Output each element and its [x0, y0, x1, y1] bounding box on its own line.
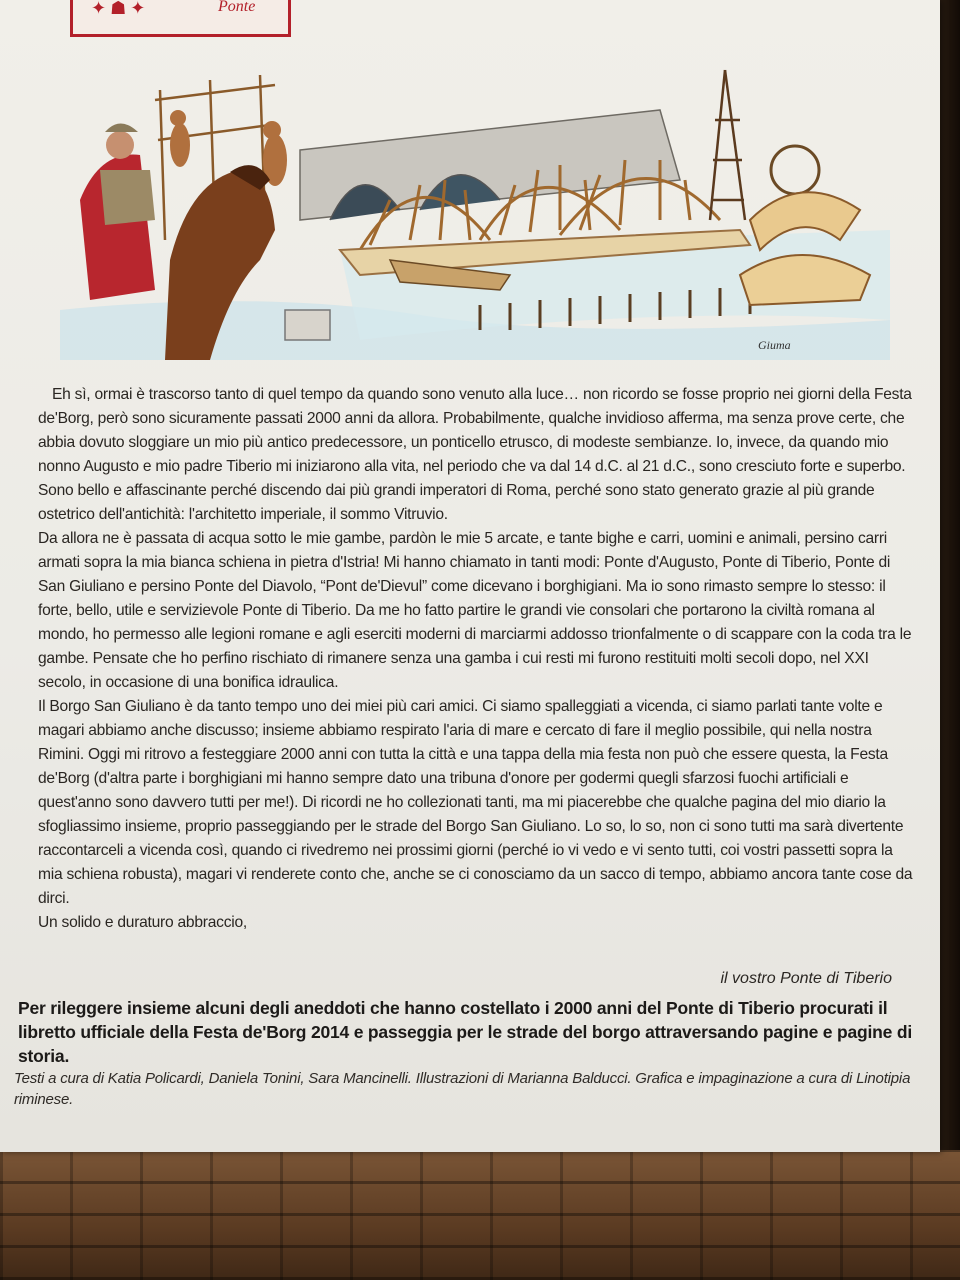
bridge-construction-illustration	[60, 60, 890, 370]
illustrator-signature: Giuma	[758, 338, 791, 352]
crane-tower	[710, 70, 745, 220]
story-paragraph: Eh sì, ormai è trascorso tanto di quel tempo da quando sono venuto alla luce… non ricordo se fosse proprio nei giorni della Festa de'Borg, però sono sicuramente passati 2000 anni da allora. Probabilmente, qualche invidioso afferma, ma senza prove certe, che abbia dovuto sloggiare un mio più antico predecessore, un ponticello etrusco, di modeste sembianze. Io, invece, da quando mio nonno Augusto e mio padre Tiberio mi iniziarono alla vita, nel periodo che va dal 14 d.C. al 21 d.C., sono cresciuto forte e superbo. Sono bello e affascinante perché discendo dai più grandi imperatori di Roma, perché sono stato generato grazie al più grande ostetrico dell'antichità: l'architetto imperiale, il sommo Vitruvio.	[38, 386, 912, 523]
logo-text: Ponte	[218, 0, 256, 15]
logo-stamp	[70, 0, 291, 37]
story-paragraph: Il Borgo San Giuliano è da tanto tempo uno dei miei più cari amici. Ci siamo spalleggiati a vicenda, ci siamo parlati tante volte e magari abbiamo anche discusso; insieme abbiamo respirato l'aria di mare e cercato di fare il meglio possibile, qui nella nostra Rimini. Oggi mi ritrovo a festeggiare 2000 anni con tutta la città e una tappa della mia festa non può che essere questa, la Festa de'Borg (d'altra parte i borghigiani mi hanno sempre dato una tribuna d'onore per godermi quegli sfarzosi fuochi artificiali e quest'anno sono davvero tutti per me!). Di ricordi ne ho collezionati tanti, ma mi piacerebbe che qualche pagina del mio diario la sfogliassimo insieme, proprio passeggiando per le strade del Borgo San Giuliano. Lo so, lo so, non ci sono tutti ma sarà divertente raccontarceli a vicenda così, quando ci rivedremo nei prossimi giorni (perché io vi vedo e vi sento tutti, coi vostri passetti sopra la mia schiena robusta), magari vi renderete conto che, anche se ci conosciamo da un sacco di tempo, abbiamo ancora tante cose da dirci.	[38, 698, 913, 907]
brick-wall	[0, 1150, 960, 1280]
story-closing: Un solido e duraturo abbraccio,	[38, 914, 247, 931]
story-signoff: il vostro Ponte di Tiberio	[720, 970, 892, 987]
credits: Testi a cura di Katia Policardi, Daniela Tonini, Sara Mancinelli. Illustrazioni di Marianna Balducci. Grafica e impaginazione a cura di Linotipia riminese.	[14, 1070, 911, 1108]
booklet-note: Per rileggere insieme alcuni degli aneddoti che hanno costellato i 2000 anni del Ponte di Tiberio procurati il libretto ufficiale della Festa de'Borg 2014 e passeggia per le strade del borgo attraversando pagine e pagine di storia.	[18, 998, 912, 1066]
story-paragraph: Da allora ne è passata di acqua sotto le mie gambe, pardòn le mie 5 arcate, e tante bighe e carri, uomini e animali, persino carri armati sopra la mia bianca schiena in pietra d'Istria! Mi hanno chiamato in tanti modi: Ponte d'Augusto, Ponte di Tiberio, Ponte di San Giuliano e persino Ponte del Diavolo, “Pont de'Dievul” come dicevano i borghigiani. Ma io sono rimasto sempre lo stesso: il forte, bello, utile e servizievole Ponte di Tiberio. Da me ho fatto partire le grandi vie consolari che portarono la civiltà romana al mondo, ho permesso alle legioni romane e agli eserciti moderni di marciarmi addosso trionfalmente o di scappare con la coda tra le gambe. Pensate che ho perfino rischiato di rimanere senza una gamba i cui resti mi furono restituiti molti secoli dopo, nel XXI secolo, in occasione di una bonifica idraulica.	[38, 530, 912, 691]
wall-edge	[938, 0, 960, 1280]
water-wheel	[771, 146, 819, 194]
stone-block	[285, 310, 330, 340]
story-text	[38, 383, 918, 935]
roman-soldier	[80, 124, 155, 301]
logo-figures-icon: ✦☗✦	[91, 0, 150, 18]
